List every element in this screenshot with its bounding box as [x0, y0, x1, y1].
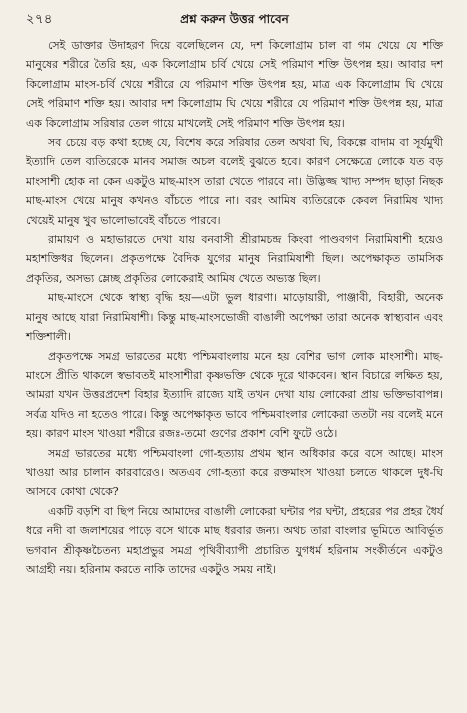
paragraph-4: মাছ-মাংসে থেকে স্বাস্থ্য বৃদ্ধি হয়—এটা ভুল ধারণা। মাড়োয়ারী, পাঞ্জাবী, বিহারী, অনেক মানুষ আছে যারা নিরামিষাশী। কিন্তু মাছ-মাংসভোজী বাঙালী অপেক্ষা তারা অনেক স্বাস্থ্যবান এবং শক্তিশালী।	[26, 291, 443, 344]
paragraph-7: একটি বড়শি বা ছিপ নিয়ে আমাদের বাঙালী লোকেরা ঘন্টার পর ঘন্টা, প্রহরের পর প্রহর ধৈর্য ধরে নদী বা জলাশয়ের পাড়ে বসে থাকে মাছ ধরবার জন্য। অথচ তারা বাংলার ভূমিতে আবির্ভূত ভগবান শ্রীকৃষ্ণচৈতন্য মহাপ্রভুর সমগ্র পৃথিবীব্যাপী প্রচারিত যুগধর্ম হরিনাম সংকীর্তনে একটুও আগ্রহী নয়। হরিনাম করতে নাকি তাদের একটুও সময় নাই।	[26, 504, 443, 576]
page-number: ২৭৪	[26, 12, 53, 27]
paragraph-3: রামায়ণ ও মহাভারতে দেখা যায় বনবাসী শ্রীরামচন্দ্র কিংবা পাণ্ডবগণ নিরামিষাশী হয়েও মহাশক্তিধর ছিলেন। প্রকৃতপক্ষে বৈদিক যুগের মানুষ নিরামিষাশী ছিল। অপেক্ষাকৃত তামসিক প্রকৃতির, অসভ্য ম্লেচ্ছ প্রকৃতির লোকেরাই আমিষ খেতে অভ্যস্ত ছিল।	[26, 233, 443, 285]
body-text	[26, 36, 443, 579]
paragraph-2: সব চেয়ে বড় কথা হচ্ছে যে, বিশেষ করে সরিষার তেল অথবা ঘি, বিকল্পে বাদাম বা সূর্যমুখী ইত্যাদি তেল ব্যতিরেকে মানব সমাজ অচল বলেই বুঝতে হবে। কারণ সেক্ষেত্রে লোকে যত বড় মাংসাশী হোক না কেন একটুও মাছ-মাংস তারা খেতে পারবে না। উদ্ভিজ্জ খাদ্য সম্পদ ছাড়া নিছক মাছ-মাংস খেয়ে মানুষ কখনও বাঁচতে পারে না। বরং আমিষ ব্যতিরেকে কেবল নিরামিষ খাদ্য খেয়েই মানুষ খুব ভালোভাবেই বাঁচতে পারবে।	[26, 136, 443, 227]
paragraph-5: প্রকৃতপক্ষে সমগ্র ভারতের মধ্যে পশ্চিমবাংলায় মনে হয় বেশির ভাগ লোক মাংসাশী। মাছ-মাংসে প্রীতি থাকলে স্বভাবতই মাংসাশীরা কৃষ্ণভক্তি থেকে দূরে থাকবেন। স্থান বিচারে লক্ষিত হয়, আমরা যখন উত্তরপ্রদেশ বিহার ইত্যাদি রাজ্যে যাই তখন দেখা যায় লোকেরা প্রায় ভক্তিভাবাপন্ন। সর্বত্র যদিও না হতেও পারে। কিন্তু অপেক্ষাকৃত ভাবে পশ্চিমবাংলার লোকেরা ততটা নয় বলেই মনে হয়। কারণ মাংস খাওয়া শরীরে রজঃ-তমো গুণের প্রকাশ বেশি ফুটে ওঠে।	[26, 349, 443, 441]
paragraph-1: সেই ডাক্তার উদাহরণ দিয়ে বলেছিলেন যে, দশ কিলোগ্রাম চাল বা গম খেয়ে যে শক্তি মানুষের শরীরে তৈরি হয়, এক কিলোগ্রাম চর্বি খেয়ে সেই পরিমাণ শক্তি উৎপন্ন হয়। আবার দশ কিলোগ্রাম মাংস-চর্বি খেয়ে শরীরে যে পরিমাণ শক্তি উৎপন্ন হয়, মাত্র এক কিলোগ্রাম ঘি খেয়ে সেই পরিমাণ শক্তি হয়। আবার দশ কিলোগ্রাম ঘি খেয়ে শরীরে যে পরিমাণ শক্তি উৎপন্ন হয়, মাত্র এক কিলোগ্রাম সরিষার তেল গায়ে মাখলেই সেই পরিমাণ শক্তি উৎপন্ন হয়।	[26, 39, 443, 130]
running-title: প্রশ্ন করুন উত্তর পাবেন	[180, 12, 289, 26]
page-header	[26, 10, 443, 32]
paragraph-6: সমগ্র ভারতের মধ্যে পশ্চিমবাংলা গো-হত্যায় প্রথম স্থান অধিকার করে বসে আছে। মাংস খাওয়া আর চালান কারবারেও। অতএব গো-হত্যা করে রক্তমাংস খাওয়া চলতে থাকলে দুধ-ঘি আসবে কোথা থেকে?	[26, 446, 443, 499]
